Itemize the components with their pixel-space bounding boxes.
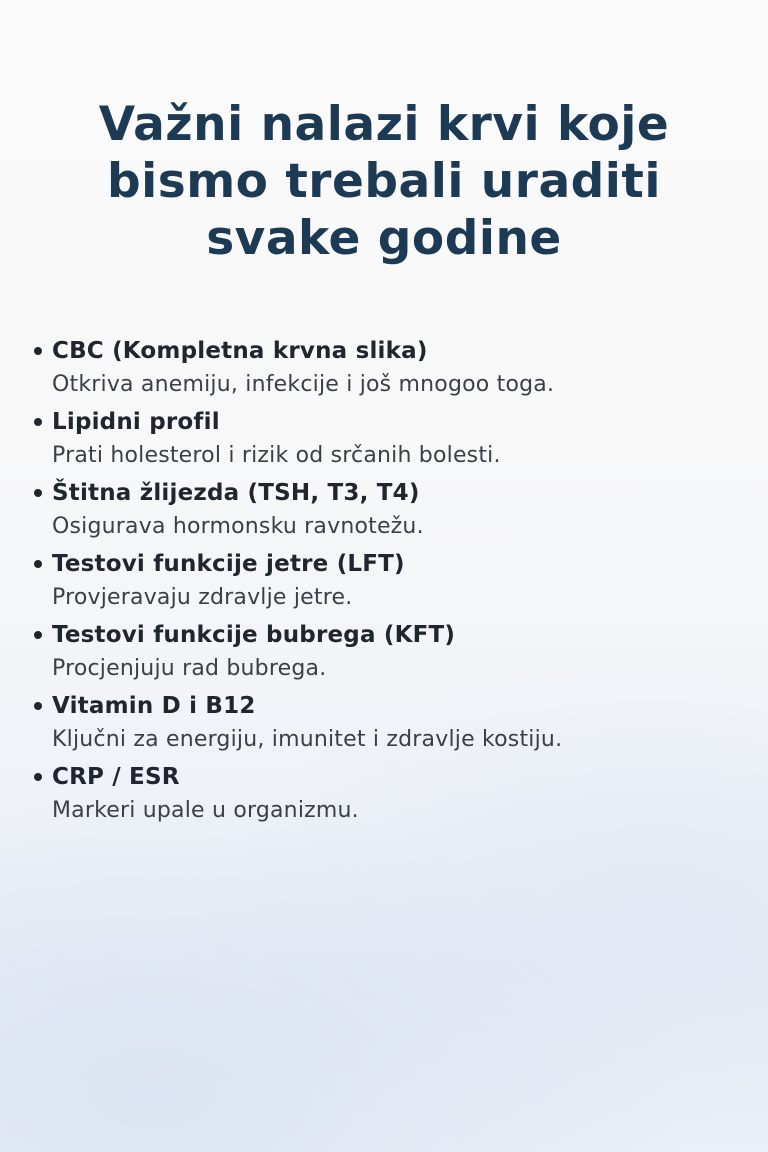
list-item-description: Prati holesterol i rizik od srčanih bolesti. [52, 443, 501, 468]
list-item [34, 689, 738, 757]
bullet-icon [34, 773, 42, 781]
list-item-term-row [34, 760, 738, 794]
page-title [0, 96, 768, 267]
list-item-term-row [34, 334, 738, 368]
list-item-description: Procjenjuju rad bubrega. [52, 656, 327, 681]
bullet-icon [34, 560, 42, 568]
list-item-term-row [34, 689, 738, 723]
page-title-line: Važni nalazi krvi koje [98, 97, 670, 152]
list-item [34, 405, 738, 473]
bullet-icon [34, 702, 42, 710]
bullet-icon [34, 489, 42, 497]
list-item-term-row [34, 405, 738, 439]
blood-test-list [34, 334, 738, 831]
page-title-line: svake godine [206, 211, 562, 266]
list-item-description: Provjeravaju zdravlje jetre. [52, 585, 353, 610]
list-item-description: Markeri upale u organizmu. [52, 798, 359, 823]
bullet-icon [34, 418, 42, 426]
list-item-term: Vitamin D i B12 [52, 693, 256, 719]
list-item [34, 476, 738, 544]
bullet-icon [34, 631, 42, 639]
list-item [34, 760, 738, 828]
list-item [34, 547, 738, 615]
list-item [34, 618, 738, 686]
bullet-icon [34, 347, 42, 355]
list-item-term: Testovi funkcije bubrega (KFT) [52, 622, 456, 648]
list-item-term: CRP / ESR [52, 764, 180, 790]
list-item [34, 334, 738, 402]
page-title-line: bismo trebali uraditi [106, 154, 661, 209]
list-item-description: Osigurava hormonsku ravnotežu. [52, 514, 424, 539]
list-item-term-row [34, 547, 738, 581]
list-item-term: Štitna žlijezda (TSH, T3, T4) [52, 480, 420, 506]
list-item-term-row [34, 618, 738, 652]
list-item-description: Ključni za energiju, imunitet i zdravlje kostiju. [52, 727, 563, 752]
list-item-term: CBC (Kompletna krvna slika) [52, 338, 428, 364]
list-item-description: Otkriva anemiju, infekcije i još mnogoo toga. [52, 372, 555, 397]
list-item-term: Testovi funkcije jetre (LFT) [52, 551, 405, 577]
list-item-term-row [34, 476, 738, 510]
list-item-term: Lipidni profil [52, 409, 220, 435]
